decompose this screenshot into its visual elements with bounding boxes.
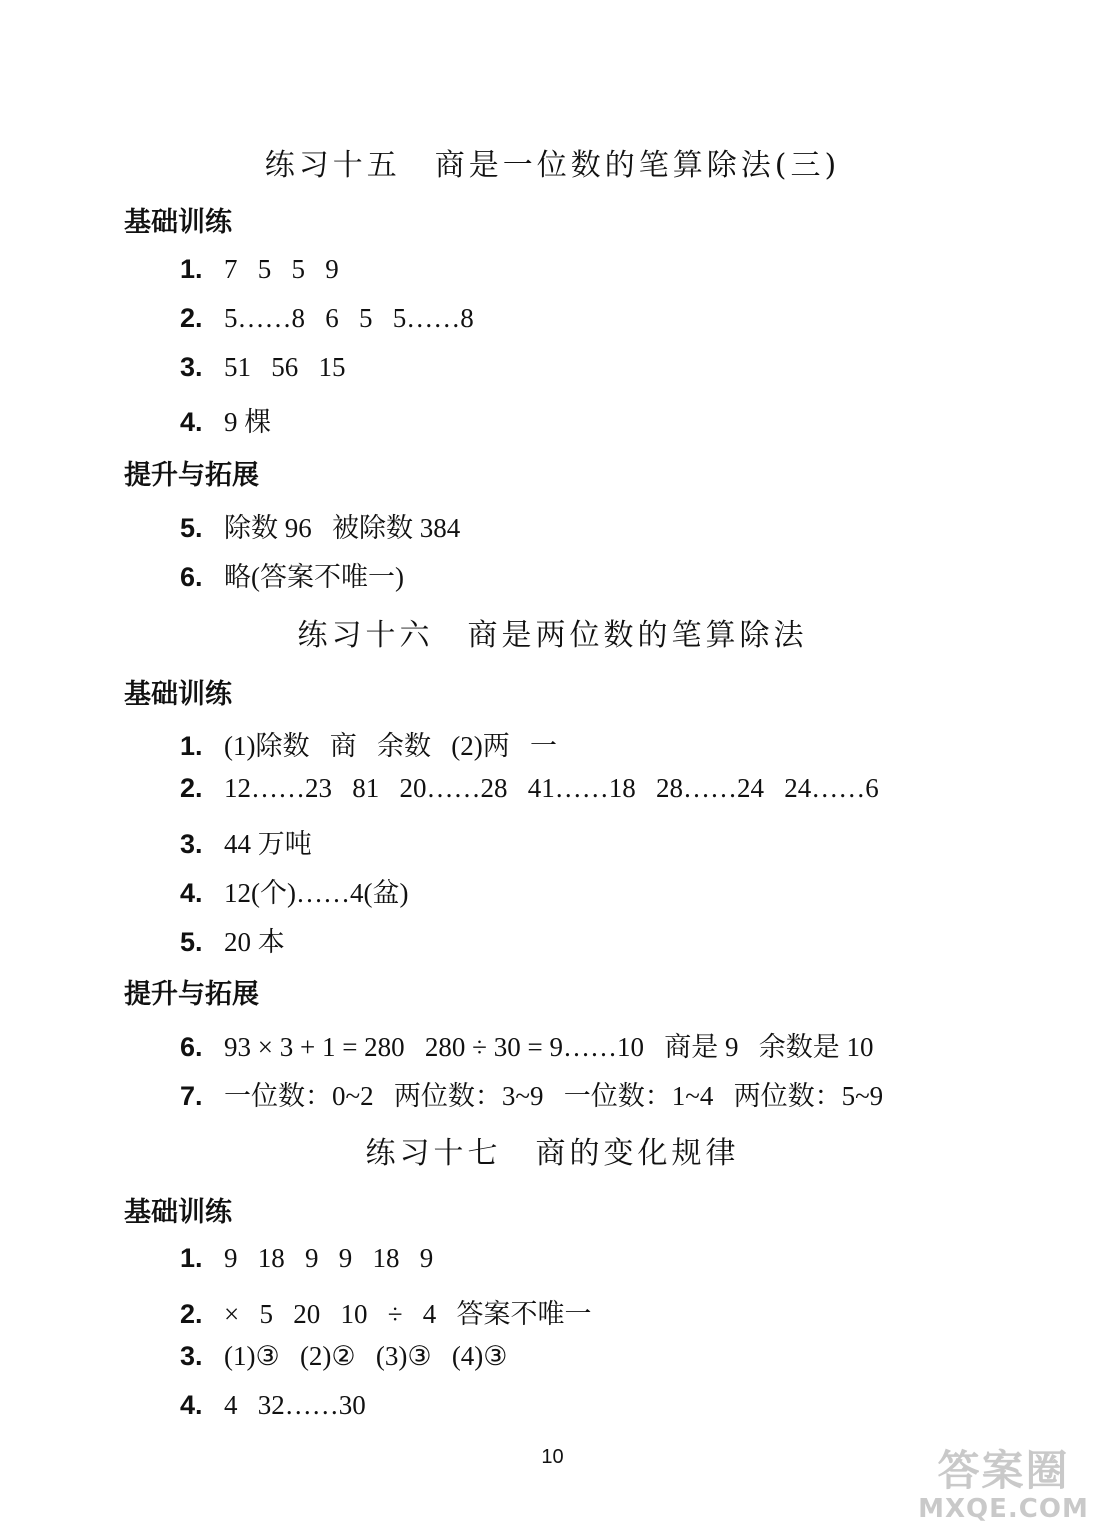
item-number: 6. xyxy=(180,1032,203,1062)
item-number: 3. xyxy=(180,1341,203,1371)
item-answer: 4 32……30 xyxy=(224,1390,366,1420)
item-number: 4. xyxy=(180,878,203,908)
item-number: 2. xyxy=(180,773,203,803)
answer-item xyxy=(180,352,346,383)
subheading-basic-training: 基础训练 xyxy=(124,1197,232,1228)
item-answer: 略(答案不唯一) xyxy=(224,562,404,592)
item-answer: 9 棵 xyxy=(224,407,272,437)
item-answer: 一位数：0~2 两位数：3~9 一位数：1~4 两位数：5~9 xyxy=(224,1081,884,1111)
item-number: 4. xyxy=(180,1390,203,1420)
answer-item xyxy=(180,724,557,763)
item-number: 1. xyxy=(180,1243,203,1273)
item-answer: 5……8 6 5 5……8 xyxy=(224,303,474,333)
item-answer: 12……23 81 20……28 41……18 28……24 24……6 xyxy=(224,773,879,803)
item-number: 5. xyxy=(180,927,203,957)
answer-item xyxy=(180,871,408,910)
item-number: 2. xyxy=(180,303,203,333)
item-number: 5. xyxy=(180,513,203,543)
section-title-16: 练习十六 商是两位数的笔算除法 xyxy=(297,618,808,653)
watermark-url: MXQE.COM xyxy=(918,1494,1089,1524)
answer-item xyxy=(180,920,285,959)
answer-item xyxy=(180,506,460,545)
answer-item xyxy=(180,822,312,861)
item-answer: 93 × 3 + 1 = 280 280 ÷ 30 = 9……10 商是 9 余数是 10 xyxy=(224,1032,874,1062)
answer-item xyxy=(180,254,339,285)
answer-item xyxy=(180,400,271,439)
item-answer: (1)③ (2)② (3)③ (4)③ xyxy=(224,1341,508,1371)
item-number: 2. xyxy=(180,1299,203,1329)
subheading-extension: 提升与拓展 xyxy=(124,979,259,1010)
item-answer: 20 本 xyxy=(224,927,285,957)
item-number: 7. xyxy=(180,1081,203,1111)
item-answer: 12(个)……4(盆) xyxy=(224,878,409,908)
item-number: 1. xyxy=(180,254,203,284)
item-number: 1. xyxy=(180,731,203,761)
item-answer: 7 5 5 9 xyxy=(224,254,339,284)
answer-item xyxy=(180,303,474,334)
answer-item xyxy=(180,555,404,594)
answer-item xyxy=(180,1025,873,1064)
answer-item xyxy=(180,1243,433,1274)
item-number: 3. xyxy=(180,352,203,382)
item-answer: 9 18 9 9 18 9 xyxy=(224,1243,434,1273)
watermark-logo xyxy=(916,1448,1091,1528)
answer-item xyxy=(180,773,879,804)
answer-item xyxy=(180,1074,883,1113)
item-answer: 除数 96 被除数 384 xyxy=(224,513,461,543)
item-number: 4. xyxy=(180,407,203,437)
item-number: 3. xyxy=(180,829,203,859)
subheading-basic-training: 基础训练 xyxy=(124,207,232,238)
section-title-15: 练习十五 商是一位数的笔算除法(三) xyxy=(264,148,841,183)
item-answer: 44 万吨 xyxy=(224,829,312,859)
item-answer: × 5 20 10 ÷ 4 答案不唯一 xyxy=(224,1299,592,1329)
item-answer: 51 56 15 xyxy=(224,352,346,382)
item-answer: (1)除数 商 余数 (2)两 一 xyxy=(224,731,557,761)
item-number: 6. xyxy=(180,562,203,592)
answer-item xyxy=(180,1341,508,1372)
subheading-extension: 提升与拓展 xyxy=(124,460,259,491)
answer-item xyxy=(180,1292,592,1331)
subheading-basic-training: 基础训练 xyxy=(124,679,232,710)
answer-item xyxy=(180,1390,366,1421)
watermark-text: 答案圈 xyxy=(937,1446,1070,1495)
section-title-17: 练习十七 商的变化规律 xyxy=(365,1136,740,1171)
page-number: 10 xyxy=(541,1446,564,1468)
